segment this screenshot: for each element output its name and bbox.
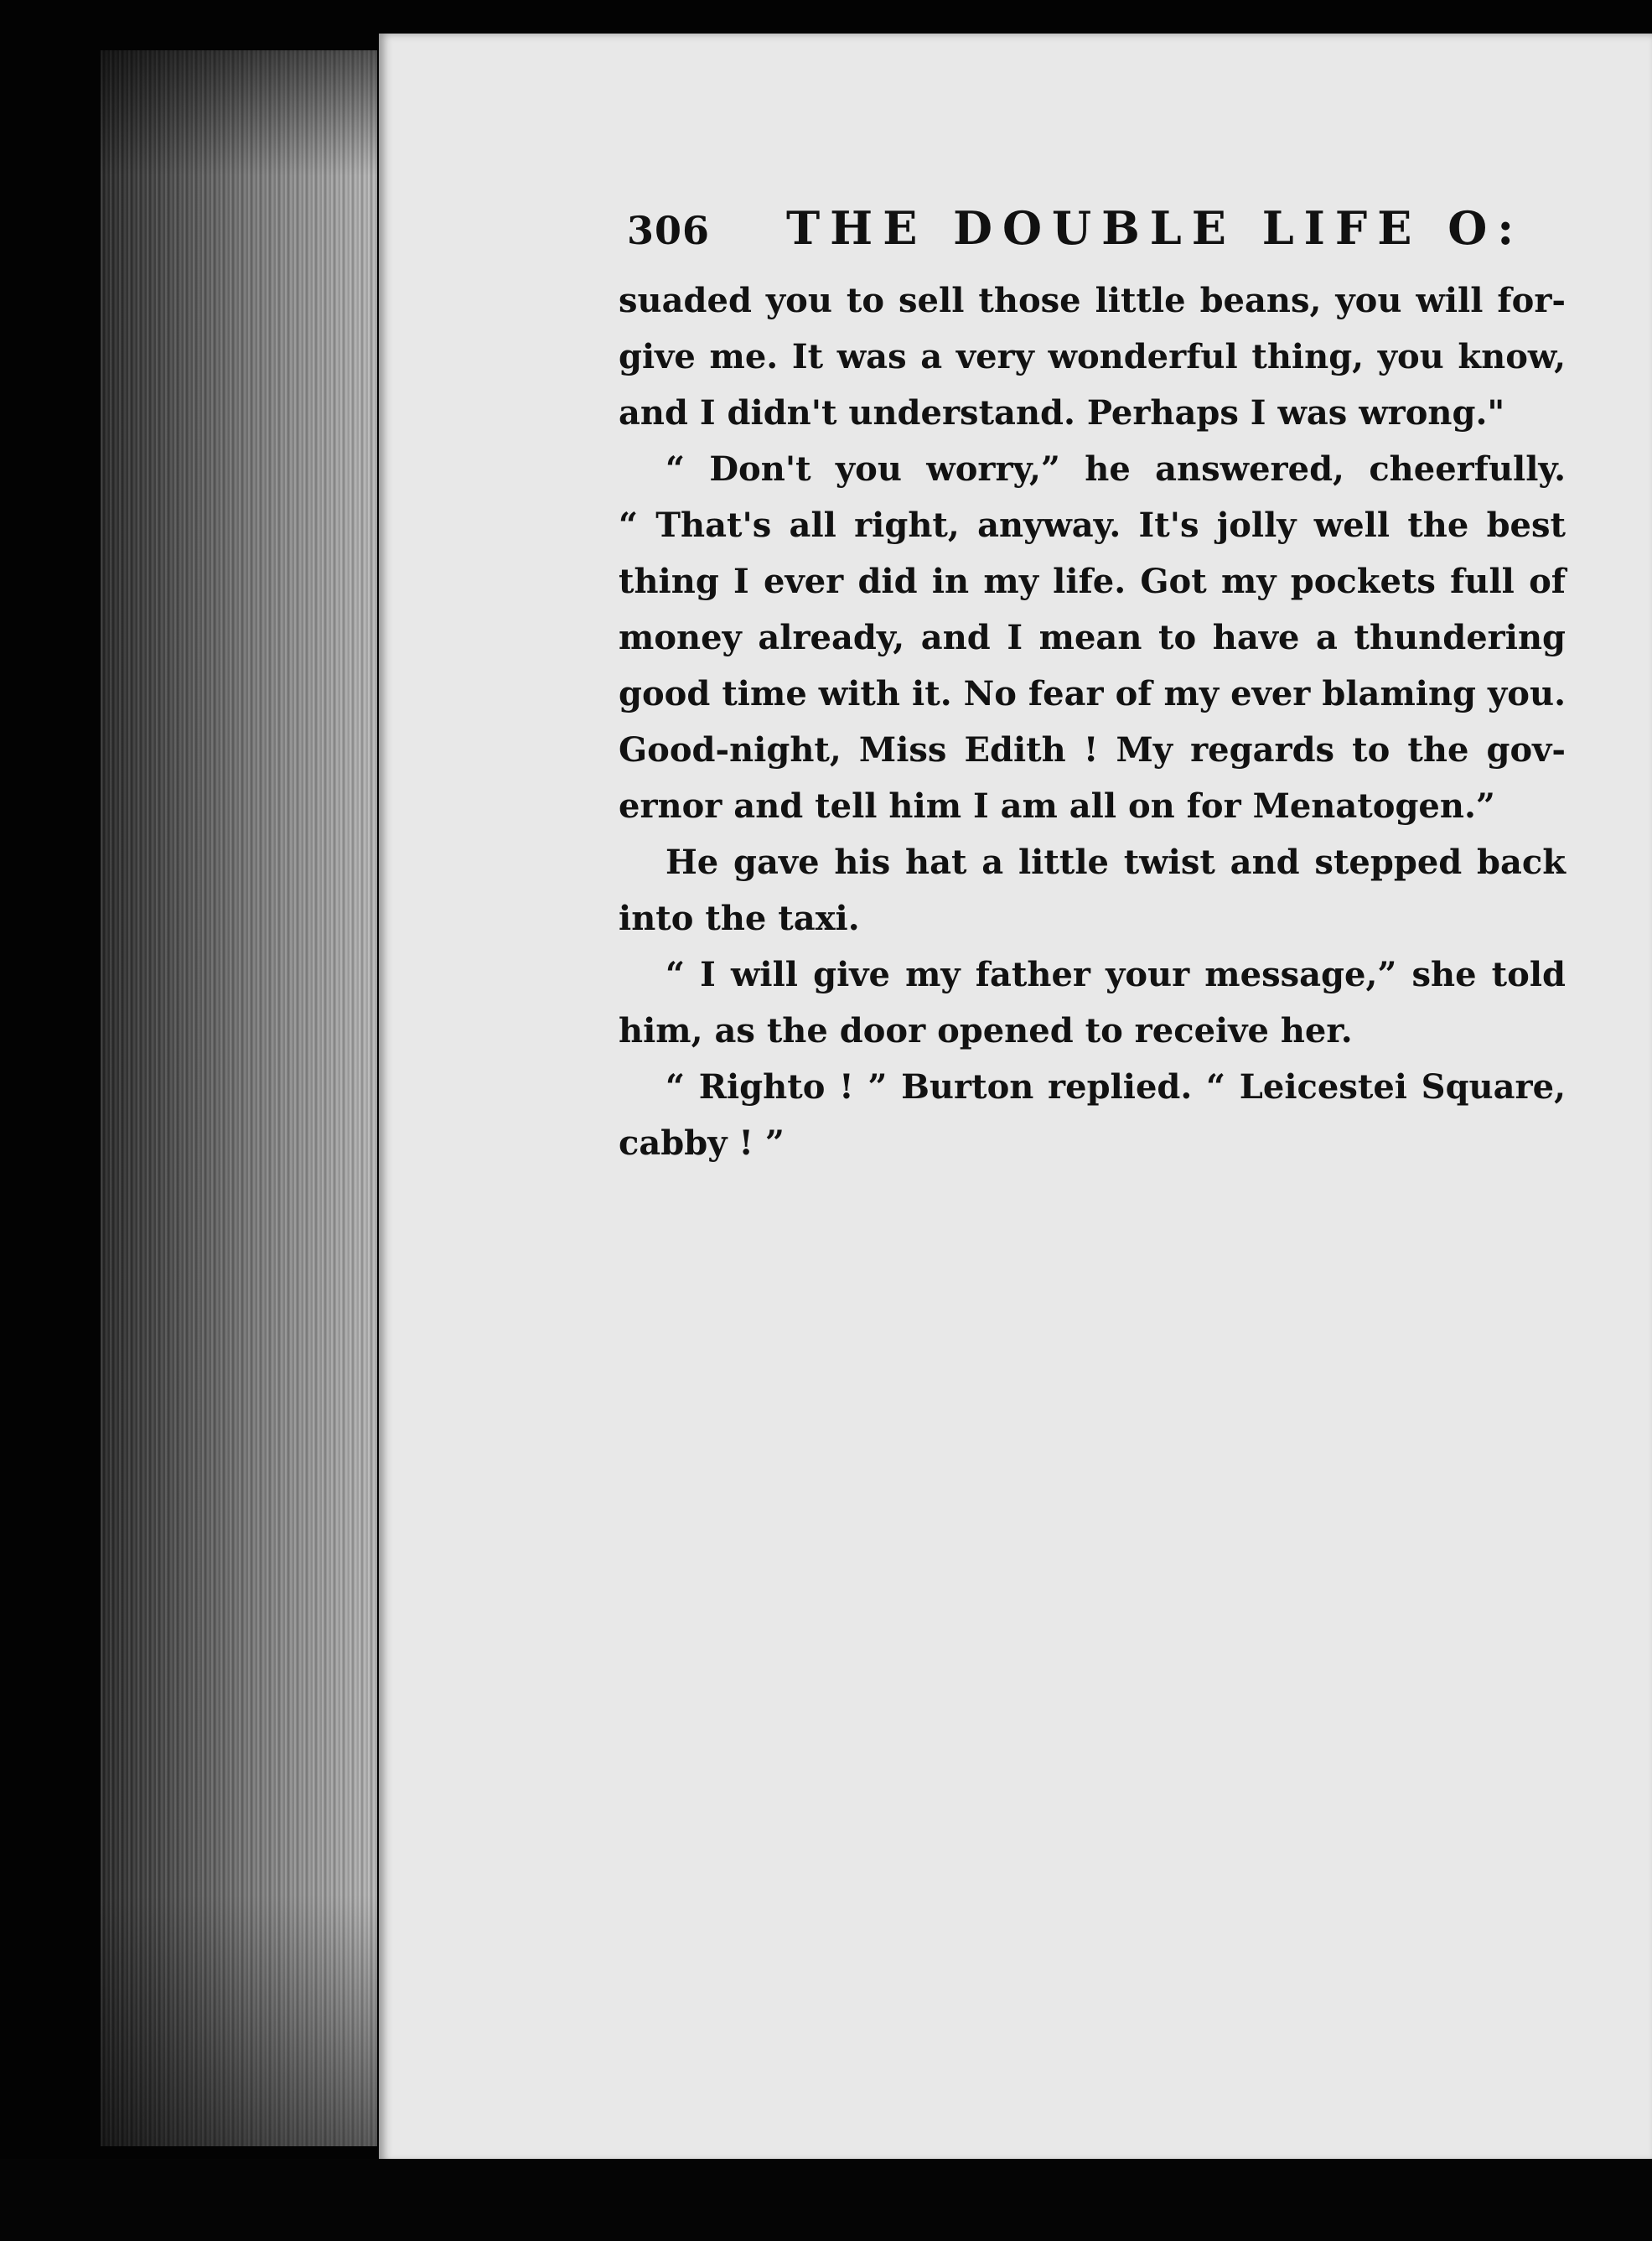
page-number: 306: [627, 208, 711, 253]
text-line: cabby ! ”: [619, 1123, 785, 1163]
text-line: suaded you to sell those little beans, you will for-: [619, 281, 1566, 320]
text-line: good time with it. No fear of my ever blaming you.: [619, 674, 1566, 713]
text-line: thing I ever did in my life. Got my pockets full of: [619, 562, 1566, 601]
text-line: money already, and I mean to have a thundering: [619, 618, 1566, 657]
text-line: He gave his hat a little twist and stepped back: [665, 843, 1566, 882]
body-text: [619, 272, 1566, 1171]
text-line: “ Righto ! ” Burton replied. “ Leicestei Square,: [665, 1067, 1566, 1107]
text-line: him, as the door opened to receive her.: [619, 1011, 1353, 1050]
text-line: and I didn't understand. Perhaps I was wrong.": [619, 393, 1505, 433]
text-line: “ Don't you worry,” he answered, cheerfully.: [665, 449, 1566, 489]
text-line: “ That's all right, anyway. It's jolly well the best: [619, 506, 1566, 545]
page-header: [627, 201, 1549, 268]
running-head: THE DOUBLE LIFE O:: [786, 201, 1525, 255]
page-edge-shadow: [101, 50, 377, 2146]
text-line: give me. It was a very wonderful thing, you know,: [619, 337, 1566, 376]
text-line: “ I will give my father your message,” she told: [665, 955, 1566, 994]
text-line: Good-night, Miss Edith ! My regards to the gov-: [619, 730, 1566, 770]
text-line: into the taxi.: [619, 899, 860, 938]
text-line: ernor and tell him I am all on for Menatogen.”: [619, 786, 1495, 826]
scanner-bed-bottom: [0, 2159, 1652, 2241]
